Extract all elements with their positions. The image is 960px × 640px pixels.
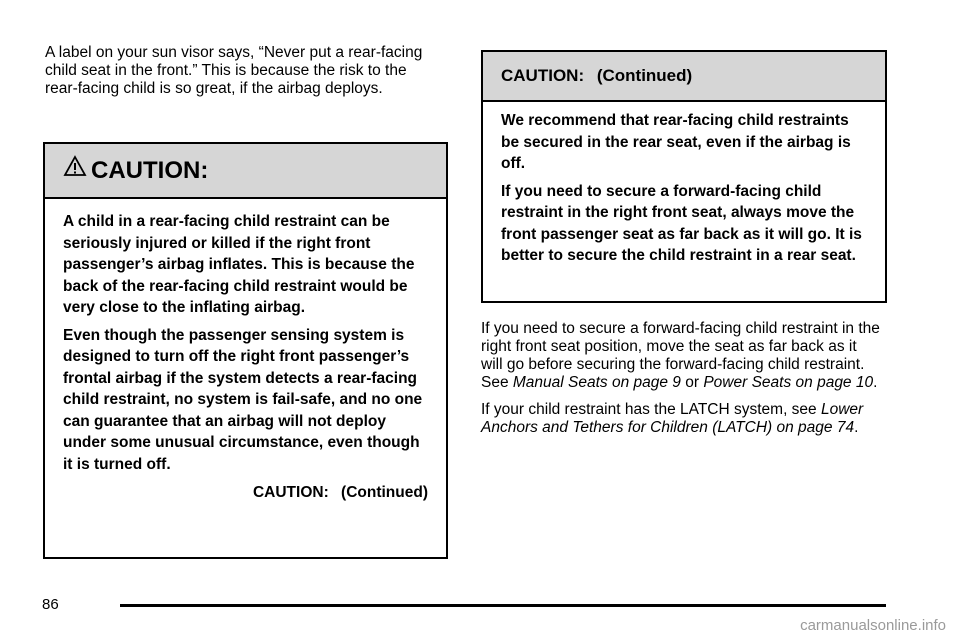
caution-box-1 <box>43 142 448 559</box>
power-seats-link[interactable]: Power Seats on page 10 <box>703 374 874 391</box>
caution-continued-header <box>483 52 885 102</box>
caution-continued-body <box>483 102 885 267</box>
manual-seats-link[interactable]: Manual Seats on page 9 <box>512 374 681 391</box>
right-paragraph-2: If your child restraint has the LATCH system, see Lower Anchors and Tethers for Children (LATCH) on page 74. <box>481 401 864 436</box>
right-paragraph-1: If you need to secure a forward-facing child restraint in the right front seat position, move the seat as far back as it will go before securing the forward-facing child restraint. See Manual Seats on page 9 or Power Seats on page 10. <box>481 320 880 391</box>
caution-continued-paragraph-1: We recommend that rear-facing child restraints be secured in the rear seat, even if the airbag is off. <box>501 112 851 172</box>
caution-heading: CAUTION: <box>91 156 209 184</box>
caution-header <box>45 144 446 199</box>
footer-rule <box>120 604 886 607</box>
page-number: 86 <box>42 596 59 613</box>
right-text <box>481 320 881 437</box>
watermark: carmanualsonline.info <box>800 617 946 634</box>
caution-continued-label: CAUTION: (Continued) <box>252 484 428 501</box>
latch-link[interactable]: Lower Anchors and Tethers for Children (LATCH) on page 74 <box>481 401 864 436</box>
caution-body <box>45 199 446 504</box>
caution-paragraph-1: A child in a rear-facing child restraint can be seriously injured or killed if the right front passenger’s airbag inflates. This is because the back of the rear-facing child restraint would be very close to the inflating airbag. <box>63 213 415 316</box>
intro-paragraph: A label on your sun visor says, “Never put a rear-facing child seat in the front.” This is because the risk to the rear-facing child is so great, if the airbag deploys. <box>45 44 423 97</box>
caution-box-2 <box>481 50 887 303</box>
caution-continued-heading: CAUTION: (Continued) <box>501 66 693 85</box>
caution-paragraph-2: Even though the passenger sensing system is designed to turn off the right front passenger’s frontal airbag if the system detects a rear-facing child restraint, no system is fail-safe, and no one can guarantee that an airbag will not deploy under some unusual circumstance, even though it is turned off. <box>63 326 423 473</box>
left-intro <box>45 44 440 98</box>
warning-triangle-icon <box>63 155 87 177</box>
caution-continued-paragraph-2: If you need to secure a forward-facing child restraint in the right front seat, always move the front passenger seat as far back as it will go. It is better to secure the child restraint in a rear seat. <box>501 182 862 264</box>
